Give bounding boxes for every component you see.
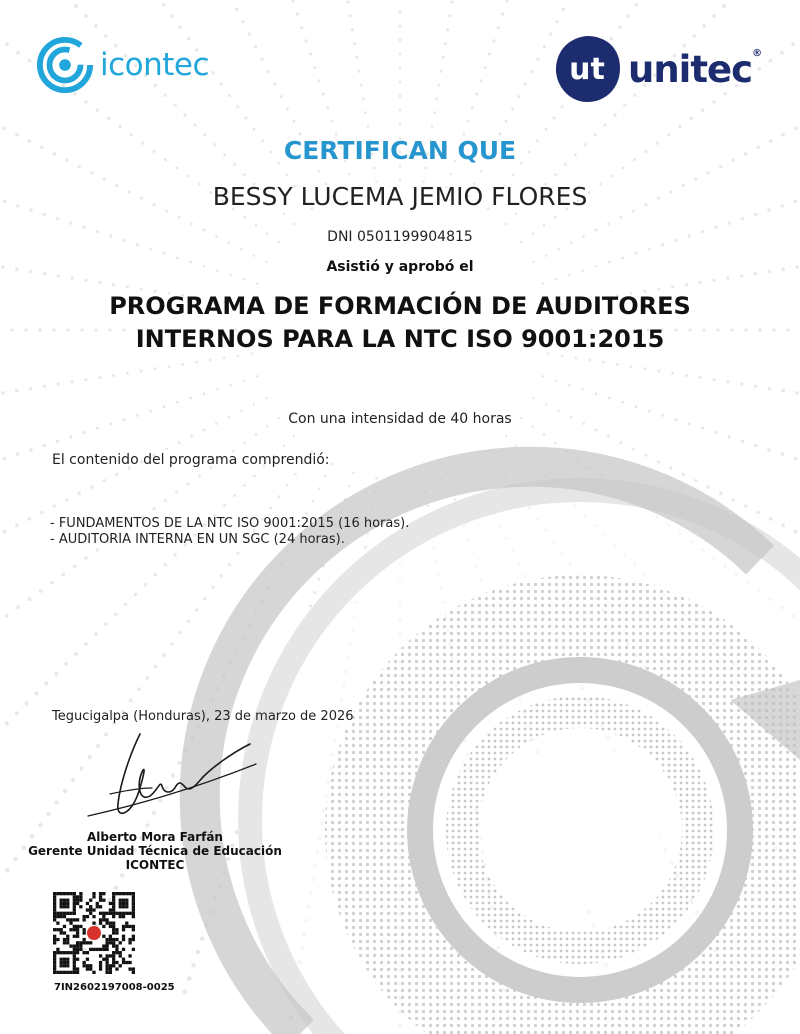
qr-center-badge-icon <box>87 926 101 940</box>
attended-statement: Asistió y aprobó el <box>326 259 474 275</box>
signer-title: Gerente Unidad Técnica de Educación ICONTEC <box>28 844 282 872</box>
module-list <box>50 516 409 548</box>
recipient-name: BESSY LUCEMA JEMIO FLORES <box>212 182 588 211</box>
unitec-logo <box>550 32 761 106</box>
program-title <box>0 290 800 356</box>
recipient-dni: DNI 0501199904815 <box>327 229 473 245</box>
verification-qr-code[interactable] <box>53 892 135 974</box>
module-item: - FUNDAMENTOS DE LA NTC ISO 9001:2015 (16 horas). <box>50 516 410 531</box>
unitec-badge-icon <box>550 32 624 106</box>
signer-name: Alberto Mora Farfán <box>87 830 223 844</box>
program-title-line-1: PROGRAMA DE FORMACIÓN DE AUDITORES <box>109 292 691 320</box>
handwritten-signature <box>80 724 260 832</box>
module-item: - AUDITORIA INTERNA EN UN SGC (24 horas). <box>50 532 345 547</box>
certificate-heading: CERTIFICAN QUE <box>283 136 517 165</box>
content-label: El contenido del programa comprendió: <box>52 452 330 468</box>
icontec-wordmark: icontec <box>100 47 210 83</box>
program-intensity: Con una intensidad de 40 horas <box>288 411 512 427</box>
program-title-line-2: INTERNOS PARA LA NTC ISO 9001:2015 <box>135 325 665 353</box>
icontec-spiral-icon <box>36 36 94 94</box>
verification-code: 7IN2602197008-0025 <box>54 982 175 993</box>
unitec-wordmark: unitec® <box>628 47 762 91</box>
unitec-badge-text: ut <box>569 52 605 87</box>
place-date: Tegucigalpa (Honduras), 23 de marzo de 2026 <box>52 709 354 724</box>
signer-block <box>10 830 300 872</box>
icontec-logo <box>36 36 209 94</box>
